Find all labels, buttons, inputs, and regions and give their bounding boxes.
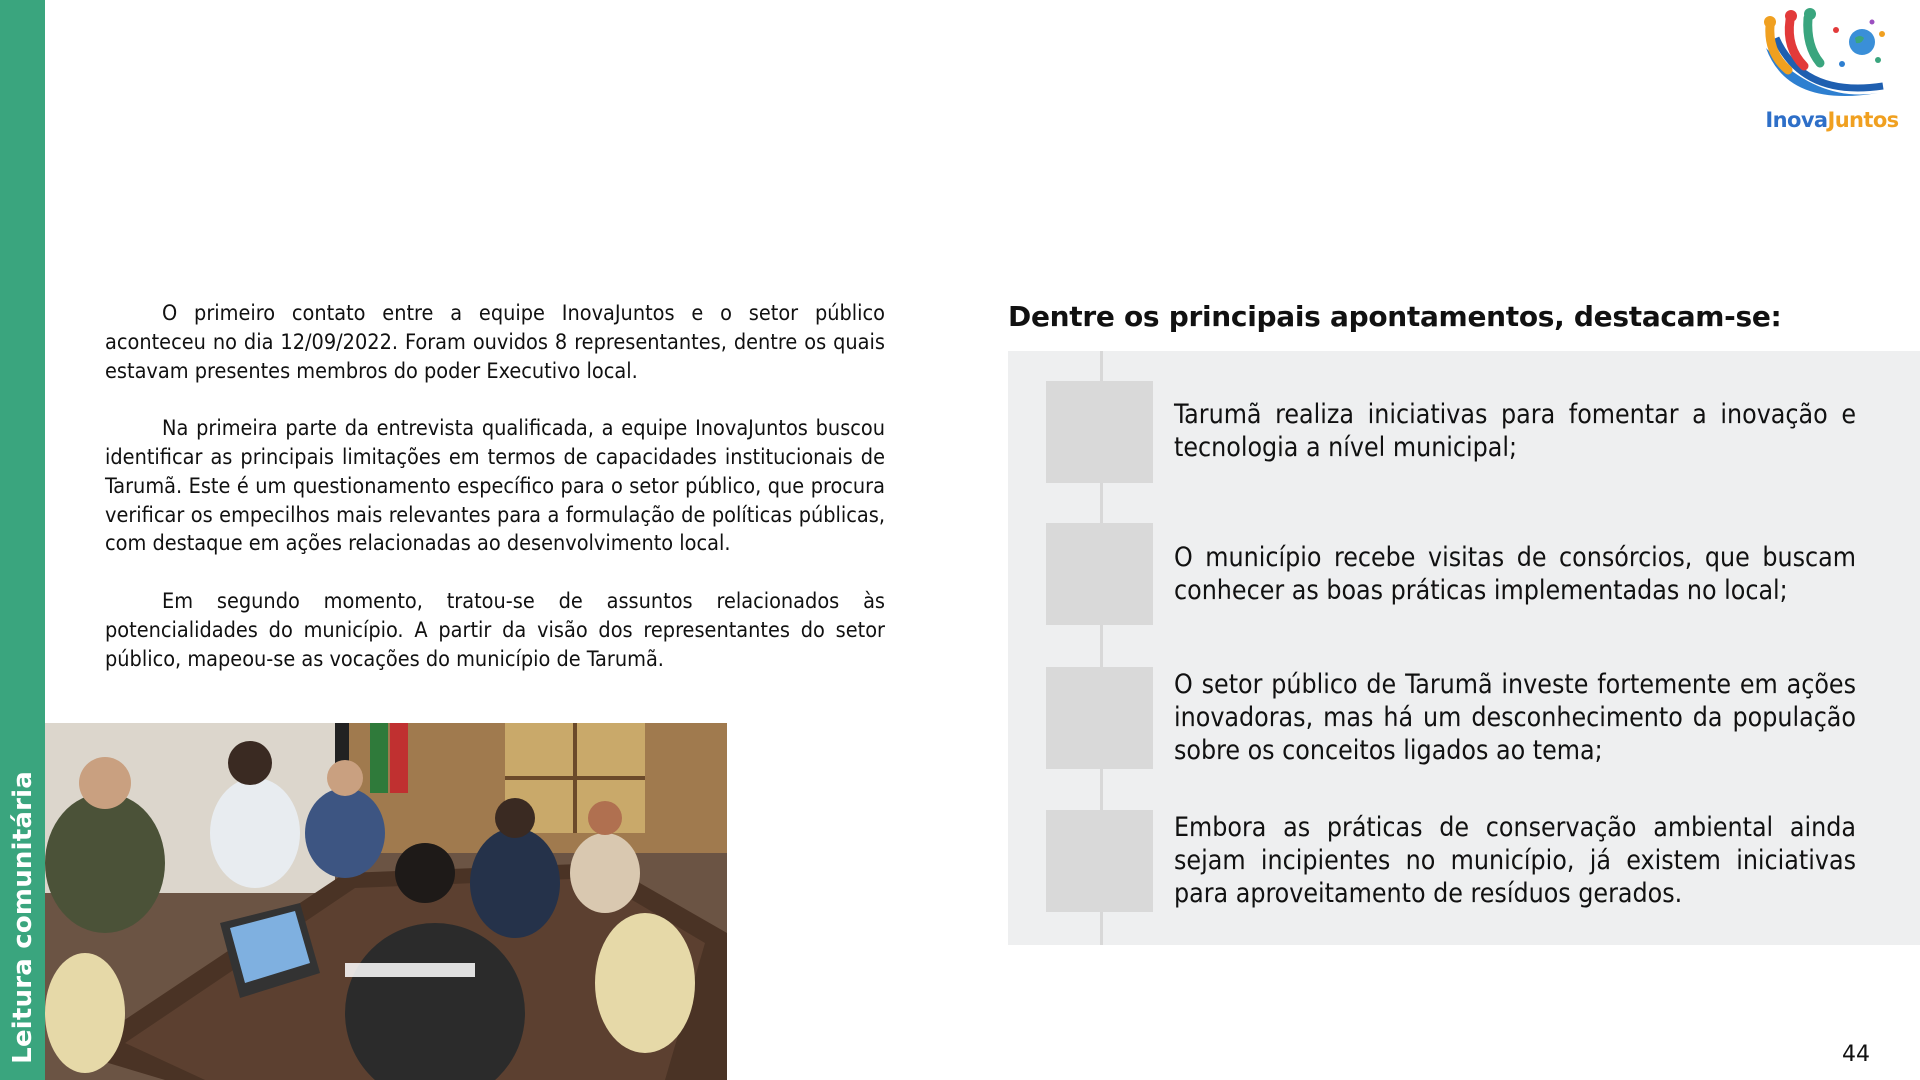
inovajuntos-logo-icon: [1758, 8, 1906, 108]
logo-text: InovaJuntos: [1765, 108, 1899, 132]
highlight-item: O setor público de Tarumã investe fortemente em ações inovadoras, mas há um desconhecimento da população sobre os conceitos ligados ao tema;: [1174, 669, 1856, 766]
inovajuntos-logo: [1758, 8, 1906, 138]
paragraph: Na primeira parte da entrevista qualificada, a equipe InovaJuntos buscou identificar as principais limitações em termos de capacidades institucionais de Tarumã. Este é um questionamento específico para o setor público, que procura verificar os empecilhos mais relevantes para a formulação de políticas públicas, com destaque em ações relacionadas ao desenvolvimento local.: [105, 416, 885, 557]
meeting-photo: [45, 723, 727, 1080]
highlight-marker: [1046, 810, 1153, 912]
highlight-marker: [1046, 381, 1153, 483]
highlights-panel: [1008, 351, 1920, 945]
meeting-photo-icon: [45, 723, 727, 1080]
highlight-marker: [1046, 667, 1153, 769]
highlight-item: Tarumã realiza iniciativas para fomentar a inovação e tecnologia a nível municipal;: [1174, 399, 1856, 463]
paragraph: O primeiro contato entre a equipe InovaJuntos e o setor público aconteceu no dia 12/09/2022. Foram ouvidos 8 representantes, dentre os quais estavam presentes membros do poder Executivo local.: [105, 301, 885, 384]
paragraph: Em segundo momento, tratou-se de assuntos relacionados às potencialidades do município. A partir da visão dos representantes do setor público, mapeou-se as vocações do município de Tarumã.: [105, 588, 885, 672]
highlight-marker: [1046, 523, 1153, 625]
sidebar-label: Leitura comunitária: [8, 771, 38, 1064]
sidebar: [0, 0, 45, 1080]
page-number: 44: [1842, 1042, 1870, 1067]
highlight-item: O município recebe visitas de consórcios, que buscam conhecer as boas práticas implementadas no local;: [1174, 542, 1856, 606]
highlights-title: Dentre os principais apontamentos, destacam-se:: [1008, 300, 1782, 333]
highlight-item: Embora as práticas de conservação ambiental ainda sejam incipientes no município, já existem iniciativas para aproveitamento de resíduos gerados.: [1174, 812, 1856, 909]
intro-text: [105, 300, 885, 703]
